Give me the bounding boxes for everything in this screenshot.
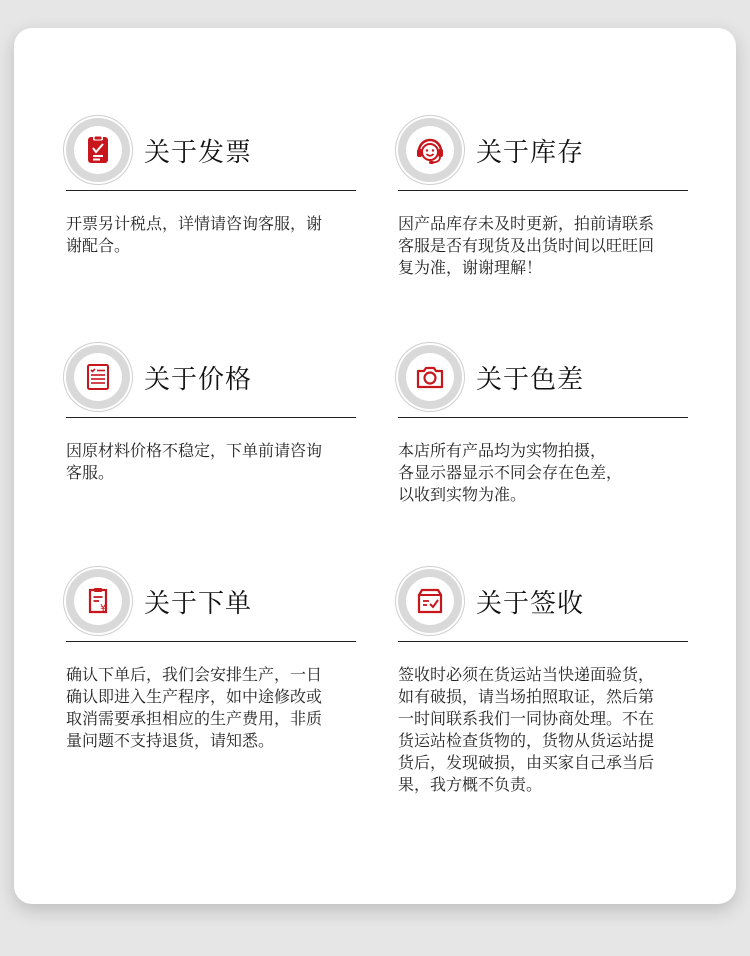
section-header xyxy=(66,118,356,192)
text-line: 货运站检查货物的，货物从货运站提 xyxy=(398,731,655,750)
section-inventory xyxy=(398,118,688,277)
icon-badge xyxy=(66,118,130,182)
icon-badge xyxy=(66,569,130,633)
icon-badge xyxy=(66,345,130,409)
section-color-difference xyxy=(398,345,688,504)
text-line: 因产品库存未及时更新，拍前请联系 xyxy=(398,214,655,233)
section-text xyxy=(66,213,358,257)
text-line: 客服。 xyxy=(66,463,115,482)
text-line: 确认下单后，我们会安排生产，一日 xyxy=(66,665,323,684)
text-line: 因原材料价格不稳定，下单前请咨询 xyxy=(66,441,323,460)
section-title: 关于库存 xyxy=(476,138,585,168)
text-line: 货后，发现破损，由买家自己承当后 xyxy=(398,753,655,772)
text-line: 谢配合。 xyxy=(66,236,131,255)
text-line: 取消需要承担相应的生产费用，非质 xyxy=(66,709,323,728)
divider xyxy=(398,190,688,191)
section-header xyxy=(398,118,688,192)
section-text xyxy=(66,664,358,752)
section-title: 关于签收 xyxy=(476,589,585,619)
section-ordering xyxy=(66,569,356,750)
text-line: 复为准，谢谢理解！ xyxy=(398,258,543,277)
section-text xyxy=(66,440,358,484)
order-clipboard-icon xyxy=(82,585,114,617)
section-header xyxy=(398,569,688,643)
section-title: 关于色差 xyxy=(476,365,585,395)
info-card xyxy=(14,28,736,904)
section-title: 关于发票 xyxy=(144,138,253,168)
section-receipt xyxy=(398,569,688,794)
section-text xyxy=(398,213,690,279)
divider xyxy=(66,641,356,642)
customer-service-icon xyxy=(414,134,446,166)
text-line: 以收到实物为准。 xyxy=(398,485,527,504)
svg-text:¥: ¥ xyxy=(100,603,107,614)
invoice-icon xyxy=(82,134,114,166)
divider xyxy=(66,190,356,191)
camera-icon xyxy=(414,361,446,393)
text-line: 量问题不支持退货，请知悉。 xyxy=(66,731,275,750)
section-header xyxy=(66,345,356,419)
text-line: 各显示器显示不同会存在色差， xyxy=(398,463,623,482)
package-check-icon xyxy=(414,585,446,617)
icon-badge xyxy=(398,118,462,182)
price-list-icon xyxy=(82,361,114,393)
section-header xyxy=(66,569,356,643)
icon-badge xyxy=(398,345,462,409)
section-price xyxy=(66,345,356,482)
text-line: 开票另计税点，详情请咨询客服，谢 xyxy=(66,214,323,233)
text-line: 确认即进入生产程序，如中途修改或 xyxy=(66,687,323,706)
icon-badge xyxy=(398,569,462,633)
divider xyxy=(398,641,688,642)
text-line: 一时间联系我们一同协商处理。不在 xyxy=(398,709,655,728)
section-text xyxy=(398,664,690,796)
section-title: 关于下单 xyxy=(144,589,253,619)
divider xyxy=(398,417,688,418)
text-line: 如有破损，请当场拍照取证，然后第 xyxy=(398,687,655,706)
section-text xyxy=(398,440,690,506)
section-header xyxy=(398,345,688,419)
section-title: 关于价格 xyxy=(144,365,253,395)
text-line: 果，我方概不负责。 xyxy=(398,775,543,794)
text-line: 本店所有产品均为实物拍摄， xyxy=(398,441,607,460)
section-invoice xyxy=(66,118,356,255)
text-line: 客服是否有现货及出货时间以旺旺回 xyxy=(398,236,655,255)
divider xyxy=(66,417,356,418)
text-line: 签收时必须在货运站当快递面验货， xyxy=(398,665,655,684)
